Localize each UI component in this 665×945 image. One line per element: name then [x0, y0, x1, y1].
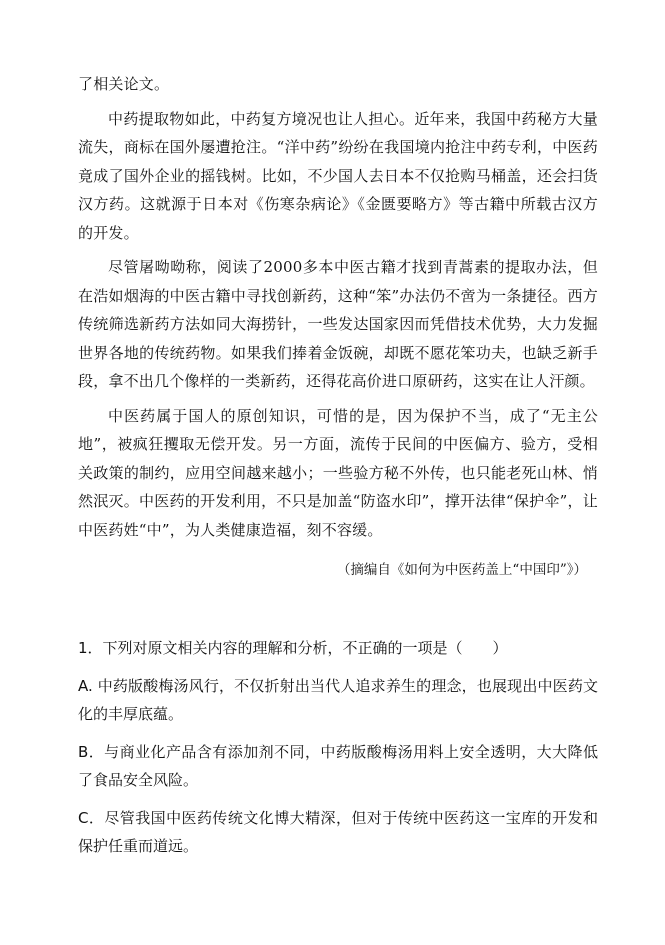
- option-b: B．与商业化产品含有添加剂不同，中药版酸梅汤用料上安全透明，大大降低了食品安全风险。: [78, 743, 598, 789]
- passage-paragraph-3: 中医药属于国人的原创知识，可惜的是，因为保护不当，成了“无主公地”，被疯狂攫取无偿开发。另一方面，流传于民间的中医偏方、验方，受相关政策的制约，应用空间越来越小；一些验方秘不外传，也只能老死山林、悄然泯灭。中医药的开发利用，不只是加盖“防盗水印”，撑开法律“保护伞”，让中医药姓“中”，为人类健康造福，刻不容缓。: [78, 406, 598, 539]
- option-c: C．尽管我国中医药传统文化博大精深，但对于传统中医药这一宝库的开发和保护任重而道远。: [78, 809, 598, 855]
- option-a: A. 中药版酸梅汤风行，不仅折射出当代人追求养生的理念，也展现出中医药文化的丰厚底蕴。: [78, 677, 598, 723]
- reading-passage: [78, 70, 598, 550]
- passage-paragraph-1: 中药提取物如此，中药复方境况也让人担心。近年来，我国中药秘方大量流失，商标在国外屡遭抢注。“洋中药”纷纷在我国境内抢注中药专利，中医药竟成了国外企业的摇钱树。比如，不少国人去日本不仅抢购马桶盖，还会扫货汉方药。这就源于日本对《伤寒杂病论》《金匮要略方》等古籍中所载古汉方的开发。: [78, 109, 598, 242]
- question-stem: 1．下列对原文相关内容的理解和分析，不正确的一项是（ ）: [78, 639, 508, 657]
- question-block: [78, 634, 598, 870]
- source-citation: （摘编自《如何为中医药盖上“中国印”》）: [336, 562, 587, 578]
- passage-paragraph-0: 了相关论文。: [78, 75, 170, 93]
- passage-paragraph-2: 尽管屠呦呦称，阅读了2000多本中医古籍才找到青蒿素的提取办法，但在浩如烟海的中医古籍中寻找创新药，这种“笨”办法仍不啻为一条捷径。西方传统筛选新药方法如同大海捞针，一些发达国家因而凭借技术优势，大力发掘世界各地的传统药物。如果我们捧着金饭碗，却既不愿花笨功夫，也缺乏新手段，拿不出几个像样的一类新药，还得花高价进口原研药，这实在让人汗颜。: [78, 258, 598, 390]
